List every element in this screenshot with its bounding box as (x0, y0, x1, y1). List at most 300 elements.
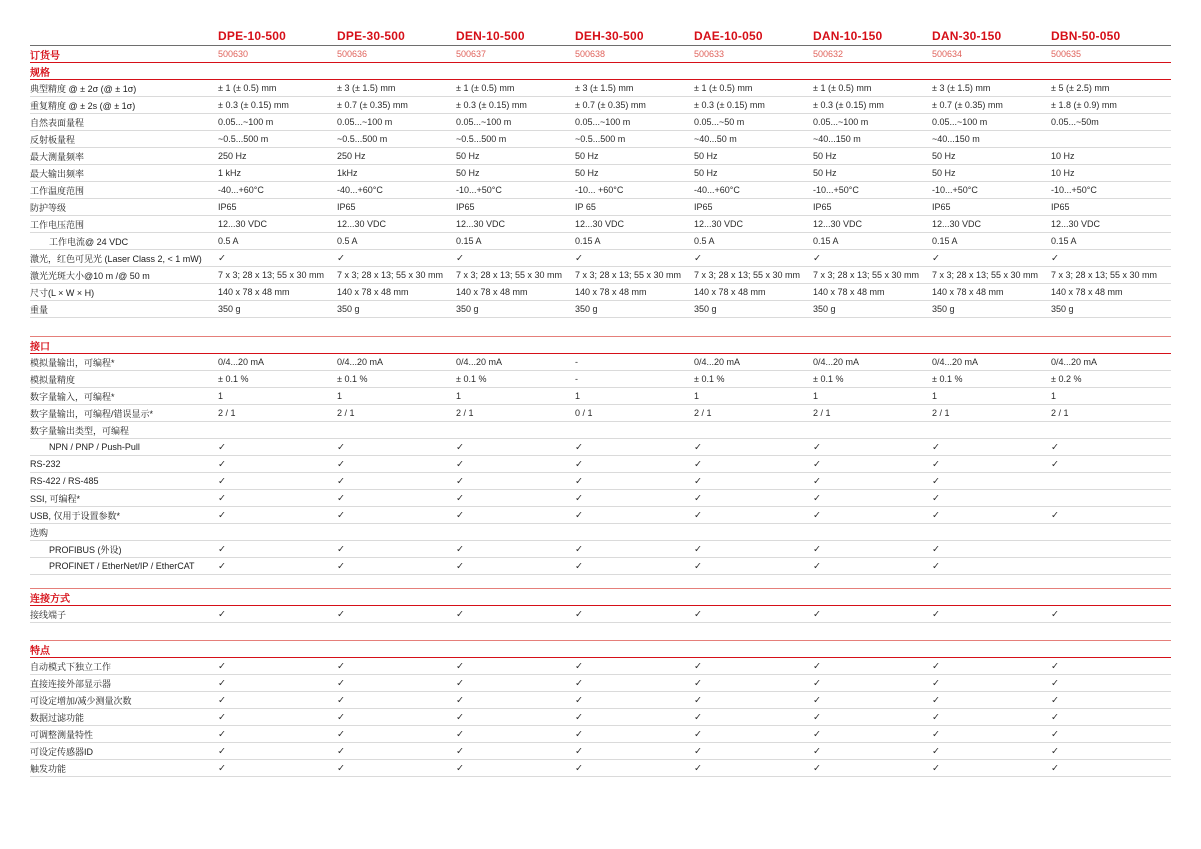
table-row (30, 182, 1171, 199)
check-mark: ✓ (218, 475, 226, 487)
check-mark: ✓ (813, 660, 821, 672)
product-name: DAN-10-150 (813, 28, 883, 43)
check-mark: ✓ (694, 475, 702, 487)
table-row (30, 216, 1171, 233)
cell-value: ± 0.1 % (218, 374, 249, 384)
row-label: 数字量输入，可编程* (30, 391, 115, 402)
product-name: DBN-50-050 (1051, 28, 1121, 43)
table-row (30, 439, 1171, 456)
row-label: 重量 (30, 304, 49, 315)
cell-value: -10...+50°C (456, 185, 502, 195)
check-mark: ✓ (218, 543, 226, 555)
cell-value: 350 g (337, 304, 360, 314)
cell-value: 0.05...~50m (1051, 117, 1099, 127)
cell-value: 50 Hz (456, 168, 480, 178)
section-interface (30, 336, 1171, 575)
cell-value: ~0.5...500 m (456, 134, 507, 144)
cell-value: 140 x 78 x 48 mm (337, 287, 409, 297)
check-mark: ✓ (813, 252, 821, 264)
section-features (30, 640, 1171, 777)
cell-value: IP65 (218, 202, 237, 212)
cell-value: ± 1 (± 0.5) mm (456, 83, 515, 93)
check-mark: ✓ (694, 252, 702, 264)
cell-value: ± 5 (± 2.5) mm (1051, 83, 1110, 93)
cell-value: 10 Hz (1051, 151, 1075, 161)
table-row (30, 233, 1171, 250)
cell-value: 7 x 3; 28 x 13; 55 x 30 mm (456, 270, 563, 280)
check-mark: ✓ (337, 728, 345, 740)
cell-value: 350 g (575, 304, 598, 314)
row-label: 可设定增加/减少测量次数 (30, 695, 132, 706)
check-mark: ✓ (218, 492, 226, 504)
check-mark: ✓ (932, 745, 940, 757)
cell-value: 140 x 78 x 48 mm (813, 287, 885, 297)
cell-value: 1kHz (337, 168, 358, 178)
cell-value: ± 1.8 (± 0.9) mm (1051, 100, 1117, 110)
cell-value: 350 g (218, 304, 241, 314)
check-mark: ✓ (932, 728, 940, 740)
cell-value: 0.15 A (575, 236, 601, 246)
table-row (30, 301, 1171, 318)
cell-value: ~40...150 m (813, 134, 861, 144)
row-label: 触发功能 (30, 763, 67, 774)
cell-value: 7 x 3; 28 x 13; 55 x 30 mm (575, 270, 682, 280)
section-title: 连接方式 (30, 593, 70, 605)
cell-value: -40...+60°C (694, 185, 740, 195)
check-mark: ✓ (694, 441, 702, 453)
cell-value: ± 1 (± 0.5) mm (694, 83, 753, 93)
check-mark: ✓ (337, 509, 345, 521)
table-row (30, 606, 1171, 623)
cell-value: - (575, 357, 578, 367)
row-label: 数字量输出，可编程/错误显示* (30, 408, 154, 419)
cell-value: 1 (337, 391, 343, 401)
check-mark: ✓ (575, 560, 583, 572)
row-label: 直接连接外部显示器 (30, 678, 112, 689)
cell-value: 12...30 VDC (575, 219, 625, 229)
cell-value: ± 3 (± 1.5) mm (337, 83, 396, 93)
order-number: 500632 (813, 49, 844, 59)
cell-value: ± 0.1 % (456, 374, 487, 384)
cell-value: 140 x 78 x 48 mm (218, 287, 290, 297)
cell-value: 1 (932, 391, 938, 401)
cell-value: 7 x 3; 28 x 13; 55 x 30 mm (218, 270, 325, 280)
cell-value: 1 (1051, 391, 1057, 401)
section-title-row (30, 640, 1171, 658)
cell-value: ± 0.2 % (1051, 374, 1082, 384)
cell-value: 7 x 3; 28 x 13; 55 x 30 mm (1051, 270, 1158, 280)
section-specs (30, 63, 1171, 318)
row-label: 模拟量精度 (30, 374, 76, 385)
row-label: 选购 (30, 527, 49, 538)
cell-value: 350 g (694, 304, 717, 314)
check-mark: ✓ (932, 252, 940, 264)
check-mark: ✓ (932, 560, 940, 572)
row-label: 重复精度 @ ± 2s (@ ± 1σ) (30, 100, 136, 111)
row-label: 尺寸(L × W × H) (30, 287, 95, 298)
row-label: 工作温度范围 (30, 185, 85, 196)
row-label: 典型精度 @ ± 2σ (@ ± 1σ) (30, 83, 137, 94)
section-title: 接口 (30, 341, 50, 353)
cell-value: IP65 (932, 202, 951, 212)
check-mark: ✓ (813, 543, 821, 555)
section-title-row (30, 63, 1171, 80)
section-title-row (30, 588, 1171, 606)
check-mark: ✓ (575, 492, 583, 504)
check-mark: ✓ (932, 762, 940, 774)
cell-value: 0/4...20 mA (1051, 357, 1098, 367)
cell-value: 0 / 1 (575, 408, 593, 418)
product-name: DAN-30-150 (932, 28, 1002, 43)
cell-value: -10...+50°C (813, 185, 859, 195)
product-name: DPE-30-500 (337, 28, 406, 43)
cell-value: ± 0.7 (± 0.35) mm (575, 100, 646, 110)
check-mark: ✓ (218, 711, 226, 723)
cell-value: ± 0.7 (± 0.35) mm (932, 100, 1003, 110)
check-mark: ✓ (813, 441, 821, 453)
cell-value: 0.5 A (337, 236, 358, 246)
check-mark: ✓ (813, 492, 821, 504)
check-mark: ✓ (575, 694, 583, 706)
row-label: 接线端子 (30, 609, 67, 620)
cell-value: 0/4...20 mA (337, 357, 384, 367)
check-mark: ✓ (813, 560, 821, 572)
check-mark: ✓ (932, 475, 940, 487)
check-mark: ✓ (694, 762, 702, 774)
cell-value: 7 x 3; 28 x 13; 55 x 30 mm (337, 270, 444, 280)
order-row (30, 46, 1171, 63)
row-label: 工作电压范围 (30, 219, 85, 230)
check-mark: ✓ (575, 252, 583, 264)
check-mark: ✓ (813, 711, 821, 723)
check-mark: ✓ (575, 745, 583, 757)
check-mark: ✓ (456, 475, 464, 487)
cell-value: 0/4...20 mA (456, 357, 503, 367)
check-mark: ✓ (813, 762, 821, 774)
table-row (30, 267, 1171, 284)
table-row (30, 354, 1171, 371)
check-mark: ✓ (337, 458, 345, 470)
cell-value: -10...+50°C (1051, 185, 1097, 195)
check-mark: ✓ (575, 475, 583, 487)
check-mark: ✓ (932, 509, 940, 521)
cell-value: - (575, 374, 578, 384)
product-name: DEH-30-500 (575, 28, 644, 43)
check-mark: ✓ (813, 509, 821, 521)
check-mark: ✓ (337, 492, 345, 504)
check-mark: ✓ (932, 492, 940, 504)
check-mark: ✓ (694, 608, 702, 620)
table-row (30, 131, 1171, 148)
cell-value: ± 0.1 % (694, 374, 725, 384)
cell-value: ~0.5...500 m (575, 134, 626, 144)
check-mark: ✓ (932, 660, 940, 672)
check-mark: ✓ (694, 543, 702, 555)
check-mark: ✓ (456, 560, 464, 572)
cell-value: 250 Hz (337, 151, 366, 161)
row-label: 反射板量程 (30, 134, 76, 145)
row-label: 激光，红色可见光 (Laser Class 2, < 1 mW) (30, 253, 202, 264)
cell-value: 50 Hz (575, 151, 599, 161)
table-row (30, 726, 1171, 743)
table-row (30, 524, 1171, 541)
cell-value: -40...+60°C (218, 185, 264, 195)
row-label: 激光光斑大小@10 m /@ 50 m (30, 270, 150, 281)
cell-value: 10 Hz (1051, 168, 1075, 178)
check-mark: ✓ (456, 660, 464, 672)
check-mark: ✓ (456, 252, 464, 264)
cell-value: 0.05...~100 m (218, 117, 274, 127)
table-row (30, 371, 1171, 388)
check-mark: ✓ (932, 608, 940, 620)
row-label: 自动模式下独立工作 (30, 661, 112, 672)
cell-value: 12...30 VDC (218, 219, 268, 229)
check-mark: ✓ (218, 745, 226, 757)
order-number: 500638 (575, 49, 606, 59)
check-mark: ✓ (932, 458, 940, 470)
check-mark: ✓ (575, 711, 583, 723)
check-mark: ✓ (813, 694, 821, 706)
check-mark: ✓ (456, 509, 464, 521)
cell-value: ± 1 (± 0.5) mm (218, 83, 277, 93)
check-mark: ✓ (694, 728, 702, 740)
check-mark: ✓ (218, 660, 226, 672)
section-title-row (30, 336, 1171, 354)
row-label: PROFINET / EtherNet/IP / EtherCAT (49, 561, 195, 571)
cell-value: 0.15 A (932, 236, 958, 246)
cell-value: 50 Hz (694, 151, 718, 161)
check-mark: ✓ (1051, 694, 1059, 706)
row-label: 数字量输出类型，可编程 (30, 425, 130, 436)
cell-value: ± 0.1 % (932, 374, 963, 384)
table-row (30, 405, 1171, 422)
cell-value: ± 1 (± 0.5) mm (813, 83, 872, 93)
cell-value: 2 / 1 (694, 408, 712, 418)
row-label: USB, 仅用于设置参数* (30, 510, 121, 521)
check-mark: ✓ (218, 509, 226, 521)
cell-value: 50 Hz (456, 151, 480, 161)
product-name: DEN-10-500 (456, 28, 525, 43)
check-mark: ✓ (575, 762, 583, 774)
table-row (30, 388, 1171, 405)
cell-value: 7 x 3; 28 x 13; 55 x 30 mm (932, 270, 1039, 280)
cell-value: 350 g (813, 304, 836, 314)
table-row (30, 760, 1171, 777)
cell-value: 140 x 78 x 48 mm (575, 287, 647, 297)
cell-value: 0.5 A (694, 236, 715, 246)
order-number: 500637 (456, 49, 487, 59)
row-label: RS-232 (30, 459, 61, 469)
cell-value: 0.05...~100 m (456, 117, 512, 127)
cell-value: 50 Hz (694, 168, 718, 178)
check-mark: ✓ (1051, 660, 1059, 672)
table-row (30, 165, 1171, 182)
check-mark: ✓ (813, 677, 821, 689)
cell-value: ± 0.7 (± 0.35) mm (337, 100, 408, 110)
row-label: 可调整测量特性 (30, 729, 94, 740)
cell-value: 350 g (456, 304, 479, 314)
check-mark: ✓ (932, 677, 940, 689)
cell-value: IP65 (1051, 202, 1070, 212)
table-row (30, 473, 1171, 490)
row-label: 最大测量频率 (30, 151, 85, 162)
cell-value: 0.05...~100 m (813, 117, 869, 127)
table-row (30, 743, 1171, 760)
check-mark: ✓ (456, 492, 464, 504)
check-mark: ✓ (456, 458, 464, 470)
table-row (30, 558, 1171, 575)
row-label: 工作电流@ 24 VDC (49, 236, 129, 247)
table-row (30, 97, 1171, 114)
check-mark: ✓ (456, 441, 464, 453)
check-mark: ✓ (575, 660, 583, 672)
row-label: SSI, 可编程* (30, 493, 81, 504)
cell-value: 0.15 A (813, 236, 839, 246)
cell-value: 50 Hz (813, 168, 837, 178)
row-label: 模拟量输出，可编程* (30, 357, 115, 368)
cell-value: ± 0.1 % (337, 374, 368, 384)
cell-value: 2 / 1 (218, 408, 236, 418)
cell-value: -10... +60°C (575, 185, 624, 195)
cell-value: 350 g (932, 304, 955, 314)
check-mark: ✓ (1051, 762, 1059, 774)
check-mark: ✓ (932, 543, 940, 555)
section-connection (30, 588, 1171, 623)
cell-value: -40...+60°C (337, 185, 383, 195)
check-mark: ✓ (932, 711, 940, 723)
check-mark: ✓ (1051, 509, 1059, 521)
check-mark: ✓ (337, 475, 345, 487)
cell-value: 50 Hz (932, 168, 956, 178)
cell-value: 2 / 1 (932, 408, 950, 418)
order-number: 500633 (694, 49, 725, 59)
check-mark: ✓ (218, 608, 226, 620)
check-mark: ✓ (337, 608, 345, 620)
row-label: PROFIBUS (外设) (49, 544, 122, 555)
check-mark: ✓ (337, 745, 345, 757)
check-mark: ✓ (1051, 677, 1059, 689)
row-label: NPN / PNP / Push-Pull (49, 442, 140, 452)
table-row (30, 80, 1171, 97)
check-mark: ✓ (337, 252, 345, 264)
check-mark: ✓ (575, 677, 583, 689)
check-mark: ✓ (337, 543, 345, 555)
row-label: 数据过滤功能 (30, 712, 85, 723)
check-mark: ✓ (456, 728, 464, 740)
cell-value: 2 / 1 (1051, 408, 1069, 418)
cell-value: 50 Hz (932, 151, 956, 161)
order-number: 500630 (218, 49, 249, 59)
check-mark: ✓ (1051, 728, 1059, 740)
check-mark: ✓ (456, 762, 464, 774)
cell-value: 0.05...~100 m (575, 117, 631, 127)
check-mark: ✓ (575, 441, 583, 453)
check-mark: ✓ (932, 441, 940, 453)
check-mark: ✓ (1051, 458, 1059, 470)
cell-value: 0.05...~100 m (932, 117, 988, 127)
cell-value: 2 / 1 (813, 408, 831, 418)
check-mark: ✓ (218, 560, 226, 572)
check-mark: ✓ (813, 475, 821, 487)
cell-value: 1 (218, 391, 224, 401)
check-mark: ✓ (456, 745, 464, 757)
product-header-row (30, 26, 1171, 46)
check-mark: ✓ (575, 608, 583, 620)
cell-value: 1 kHz (218, 168, 242, 178)
check-mark: ✓ (1051, 441, 1059, 453)
section-title: 规格 (30, 67, 50, 79)
cell-value: ~0.5...500 m (218, 134, 269, 144)
cell-value: 140 x 78 x 48 mm (1051, 287, 1123, 297)
check-mark: ✓ (456, 711, 464, 723)
cell-value: 0.5 A (218, 236, 239, 246)
check-mark: ✓ (337, 660, 345, 672)
check-mark: ✓ (337, 677, 345, 689)
cell-value: ± 3 (± 1.5) mm (932, 83, 991, 93)
check-mark: ✓ (1051, 608, 1059, 620)
cell-value: ± 0.3 (± 0.15) mm (694, 100, 765, 110)
cell-value: 2 / 1 (456, 408, 474, 418)
cell-value: 0.15 A (456, 236, 482, 246)
check-mark: ✓ (218, 694, 226, 706)
table-row (30, 692, 1171, 709)
cell-value: 0/4...20 mA (218, 357, 265, 367)
check-mark: ✓ (694, 711, 702, 723)
cell-value: 12...30 VDC (1051, 219, 1101, 229)
cell-value: ± 3 (± 1.5) mm (575, 83, 634, 93)
cell-value: 1 (456, 391, 462, 401)
check-mark: ✓ (575, 728, 583, 740)
row-label: 防护等级 (30, 202, 67, 213)
cell-value: ± 0.3 (± 0.15) mm (813, 100, 884, 110)
order-label: 订货号 (30, 50, 60, 62)
cell-value: 0/4...20 mA (813, 357, 860, 367)
table-row (30, 675, 1171, 692)
cell-value: 2 / 1 (337, 408, 355, 418)
check-mark: ✓ (456, 694, 464, 706)
cell-value: 1 (575, 391, 581, 401)
order-number: 500635 (1051, 49, 1082, 59)
check-mark: ✓ (456, 677, 464, 689)
table-row (30, 199, 1171, 216)
cell-value: 1 (694, 391, 700, 401)
cell-value: ~0.5...500 m (337, 134, 388, 144)
cell-value: ~40...150 m (932, 134, 980, 144)
check-mark: ✓ (218, 252, 226, 264)
cell-value: 12...30 VDC (932, 219, 982, 229)
check-mark: ✓ (694, 560, 702, 572)
table-row (30, 709, 1171, 726)
spec-table (30, 26, 1171, 777)
check-mark: ✓ (218, 441, 226, 453)
table-row (30, 148, 1171, 165)
product-name: DAE-10-050 (694, 28, 763, 43)
cell-value: 0.05...~50 m (694, 117, 745, 127)
cell-value: 1 (813, 391, 819, 401)
check-mark: ✓ (813, 458, 821, 470)
check-mark: ✓ (337, 694, 345, 706)
row-label: 自然表面量程 (30, 117, 85, 128)
check-mark: ✓ (337, 762, 345, 774)
cell-value: 140 x 78 x 48 mm (932, 287, 1004, 297)
check-mark: ✓ (456, 543, 464, 555)
cell-value: ~40...50 m (694, 134, 737, 144)
cell-value: IP65 (456, 202, 475, 212)
cell-value: 50 Hz (813, 151, 837, 161)
check-mark: ✓ (218, 458, 226, 470)
table-row (30, 507, 1171, 524)
check-mark: ✓ (694, 458, 702, 470)
